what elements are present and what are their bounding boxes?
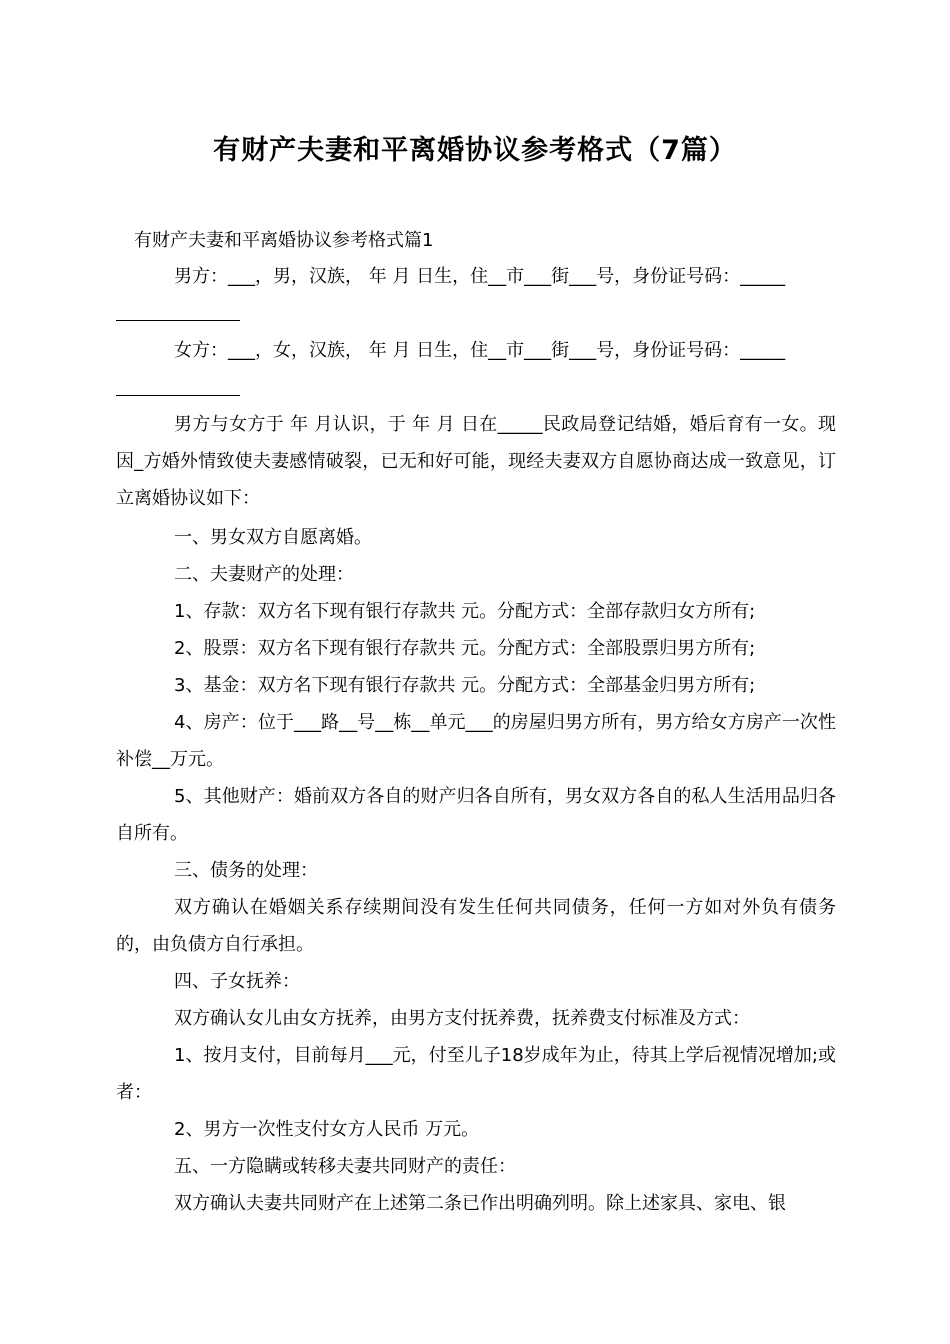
clause-2-item-3: 3、基金：双方名下现有银行存款共 元。分配方式：全部基金归男方所有; [174,675,756,696]
clause-2-heading: 二、夫妻财产的处理： [174,564,354,585]
clause-4-body: 双方确认女儿由女方抚养，由男方支付抚养费，抚养费支付标准及方式： [174,1008,750,1029]
wife-id-underline [116,395,240,396]
clause-4-item-1: 1、按月支付，目前每月___元，付至儿子18岁成年为止，待其上学后视情况增加;或者： [116,1045,836,1103]
clause-4-item-2: 2、男方一次性支付女方人民币 万元。 [174,1119,480,1140]
husband-id-underline [116,320,240,321]
document-title: 有财产夫妻和平离婚协议参考格式（7篇） [213,135,737,166]
wife-info: 女方：___，女，汉族， 年 月 日生，住__市___街___号，身份证号码：_____ [174,340,786,361]
clause-2-item-5: 5、其他财产：婚前双方各自的财产归各自所有，男女双方各自的私人生活用品归各自所有。 [116,786,836,844]
clause-5-heading: 五、一方隐瞒或转移夫妻共同财产的责任： [174,1156,516,1177]
clause-2-item-1: 1、存款：双方名下现有银行存款共 元。分配方式：全部存款归女方所有; [174,601,756,622]
section-subtitle: 有财产夫妻和平离婚协议参考格式篇1 [134,230,434,251]
clause-2-item-2: 2、股票：双方名下现有银行存款共 元。分配方式：全部股票归男方所有; [174,638,756,659]
clause-1: 一、男女双方自愿离婚。 [174,527,372,548]
clause-3-body: 双方确认在婚姻关系存续期间没有发生任何共同债务，任何一方如对外负有债务的，由负债方自行承担。 [116,897,836,955]
clause-4-heading: 四、子女抚养： [174,971,300,992]
husband-info: 男方：___，男，汉族， 年 月 日生，住__市___街___号，身份证号码：_____ [174,266,786,287]
clause-2-item-4: 4、房产：位于___路__号__栋__单元___的房屋归男方所有，男方给女方房产一次性补偿__万元。 [116,712,836,770]
intro-paragraph: 男方与女方于 年 月认识，于 年 月 日在_____民政局登记结婚，婚后育有一女。现因_方婚外情致使夫妻感情破裂，已无和好可能，现经夫妻双方自愿协商达成一致意见，订立离婚协议如下： [116,414,836,509]
clause-5-body: 双方确认夫妻共同财产在上述第二条已作出明确列明。除上述家具、家电、银 [174,1193,786,1214]
clause-3-heading: 三、债务的处理： [174,860,318,881]
